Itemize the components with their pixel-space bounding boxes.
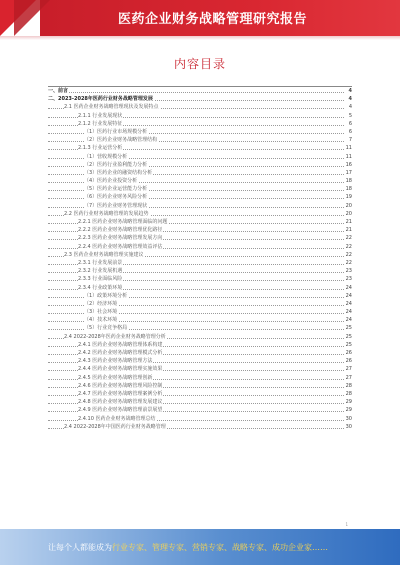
toc-entry[interactable]: [48, 349, 352, 357]
toc-entry-page: 29: [345, 407, 352, 414]
toc-entry[interactable]: [48, 95, 352, 103]
toc-entry-title: 2.4.9 医药企业财务战略管理前景展望: [78, 407, 163, 414]
toc-entry[interactable]: [48, 365, 352, 373]
toc-entry[interactable]: [48, 234, 352, 242]
toc-entry-page: 26: [345, 358, 352, 365]
toc-entry-title: 2.4 2022-2028年医药企业财务战略管理分析: [64, 333, 166, 340]
toc-entry-page: 24: [345, 309, 352, 316]
toc-entry[interactable]: [48, 300, 352, 308]
toc-entry-page: 29: [345, 399, 352, 406]
toc-leader-dots: [48, 92, 344, 93]
toc-entry-title: （3）社会环境: [84, 309, 118, 316]
toc-entry-title: （2）医药行业盈利能力分析: [84, 161, 148, 168]
toc-entry-title: （1）医药行业市场规模分析: [84, 128, 148, 135]
toc-entry-title: （4）医药企业投资分析: [84, 178, 138, 185]
toc-entry-title: （2）医药企业财务战略管理结构: [84, 137, 158, 144]
toc-entry-page: 25: [345, 341, 352, 348]
toc-entry-page: 18: [345, 186, 352, 193]
toc-entry-page: 30: [345, 415, 352, 422]
toc-entry-title: 2.4.7 医药企业财务战略管理案例分析: [78, 390, 163, 397]
toc-entry[interactable]: [48, 193, 352, 201]
toc-entry-title: 2.2 医药行业财务战略管理的发展趋势: [64, 210, 149, 217]
toc-entry-title: （3）医药企业的融资结构分析: [84, 169, 153, 176]
toc-entry-title: 二、2023-2028年医药行业财务战略管理发展: [48, 96, 153, 103]
toc-entry[interactable]: [48, 308, 352, 316]
toc-entry[interactable]: [48, 324, 352, 332]
toc-entry-title: 2.3.3 行业面临风险: [78, 276, 123, 283]
toc-entry[interactable]: [48, 398, 352, 406]
toc-entry[interactable]: [48, 161, 352, 169]
toc-entry-title: （6）医药企业财务风险分析: [84, 194, 148, 201]
toc-entry-title: 2.2.1 医药企业财务战略管理面临的问题: [78, 219, 168, 225]
toc-entry-page: 6: [348, 120, 352, 127]
toc-entry-page: 27: [345, 366, 352, 373]
toc-entry-title: （1）政策环境分析: [84, 292, 128, 299]
toc-entry-page: 23: [345, 276, 352, 283]
toc-entry[interactable]: [48, 103, 352, 111]
toc-entry[interactable]: [48, 390, 352, 398]
toc-entry-title: 2.4 2022-2028年中国医药行业财务战略管理: [64, 423, 166, 430]
toc-entry-page: 28: [345, 390, 352, 397]
toc-entry-title: 2.4.5 医药企业财务战略管理创新: [78, 374, 153, 381]
toc-entry-title: （2）经济环境: [84, 300, 118, 307]
toc-entry-title: 2.1.2 行业发展特征: [78, 120, 123, 127]
toc-entry-page: 23: [345, 268, 352, 275]
toc-heading: 内容目录: [173, 57, 226, 71]
toc-entry-page: 26: [345, 350, 352, 356]
toc-entry-page: 24: [345, 292, 352, 299]
header-shadow: [0, 36, 400, 40]
toc-entry[interactable]: [48, 423, 352, 431]
toc-entry-page: 5: [348, 112, 352, 119]
toc-entry[interactable]: [48, 284, 352, 292]
toc-entry-page: 4: [348, 104, 352, 111]
toc-entry-page: 24: [345, 317, 352, 324]
toc-entry-page: 6: [348, 128, 352, 135]
toc-entry[interactable]: [48, 202, 352, 210]
toc-entry-title: 2.4.3 医药企业财务战略管理方法: [78, 358, 153, 365]
toc-entry-page: 21: [345, 219, 352, 225]
footer-roles: 行业专家、管理专家、营销专家、战略专家、成功企业家……: [112, 543, 328, 552]
toc-entry-page: 25: [345, 333, 352, 340]
footer-lead: 让每个人都能成为: [48, 543, 112, 552]
toc-entry-title: （5）行业竞争格局: [84, 325, 128, 332]
toc-entry-title: 2.1.1 行业发展现状: [78, 112, 123, 119]
toc-entry-page: 28: [345, 382, 352, 389]
toc-entry-title: （4）技术环境: [84, 317, 118, 324]
toc-entry[interactable]: [48, 112, 352, 120]
toc-entry[interactable]: [48, 243, 352, 251]
toc-entry-page: 22: [345, 235, 352, 242]
toc-entry-page: 20: [345, 210, 352, 217]
toc-entry[interactable]: [48, 120, 352, 128]
toc-entry[interactable]: [48, 374, 352, 382]
table-of-contents: [48, 86, 352, 431]
toc-entry-page: 17: [345, 169, 352, 176]
toc-entry[interactable]: [48, 341, 352, 349]
toc-entry-page: 20: [345, 202, 352, 209]
toc-entry-title: 2.1 医药企业财务战略管理现状及发展特点: [64, 104, 159, 111]
toc-entry-title: 2.2.4 医药企业财务战略管理效益评估: [78, 243, 163, 250]
toc-entry[interactable]: [48, 251, 352, 259]
toc-entry-page: 25: [345, 325, 352, 332]
toc-entry[interactable]: [48, 128, 352, 136]
toc-entry[interactable]: [48, 153, 352, 161]
toc-entry[interactable]: [48, 144, 352, 152]
toc-entry[interactable]: [48, 382, 352, 390]
toc-entry[interactable]: [48, 357, 352, 365]
report-title: 医药企业财务战略管理研究报告: [118, 12, 308, 27]
toc-entry-page: 4: [348, 88, 352, 94]
toc-entry-page: 16: [345, 161, 352, 168]
toc-entry[interactable]: [48, 259, 352, 267]
toc-entry-title: 2.1.3 行业运营分析: [78, 145, 123, 152]
toc-entry-title: （1）营收规模分析: [84, 153, 128, 160]
toc-entry-page: 30: [345, 423, 352, 430]
toc-entry-page: 24: [345, 300, 352, 307]
toc-entry[interactable]: [48, 275, 352, 283]
toc-entry[interactable]: [48, 169, 352, 177]
toc-entry-page: 11: [345, 145, 352, 152]
toc-entry[interactable]: [48, 333, 352, 341]
toc-entry-title: 2.4.4 医药企业财务战略管理实施效果: [78, 366, 163, 373]
header-decoration-triangle-2: [14, 0, 50, 36]
toc-entry-title: 2.4.1 医药企业财务战略管理体系构建: [78, 341, 163, 348]
toc-entry[interactable]: [48, 210, 352, 218]
toc-entry-title: 2.4.2 医药企业财务战略管理模式分析: [78, 350, 163, 356]
footer-slogan: [48, 542, 328, 553]
toc-entry-page: 24: [345, 284, 352, 291]
toc-entry-title: 2.4.10 医药企业财务战略管理总结: [78, 415, 156, 422]
toc-entry-page: 21: [345, 227, 352, 234]
toc-entry-page: 19: [345, 194, 352, 201]
toc-entry-page: 7: [348, 137, 352, 144]
toc-entry-page: 27: [345, 374, 352, 381]
toc-entry-title: 2.3.4 行业政策环境: [78, 284, 123, 291]
toc-entry-title: 2.4.8 医药企业财务战略管理发展建议: [78, 399, 163, 406]
toc-entry-title: （5）医药企业运营能力分析: [84, 186, 148, 193]
toc-entry[interactable]: [48, 218, 352, 226]
toc-entry[interactable]: [48, 177, 352, 185]
toc-entry-page: 11: [345, 153, 352, 160]
toc-entry-title: 2.3.1 行业发展前景: [78, 259, 123, 266]
toc-entry[interactable]: [48, 406, 352, 414]
toc-entry[interactable]: [48, 136, 352, 144]
toc-entry-title: 2.2.2 医药企业财务战略管理优化路径: [78, 227, 163, 234]
toc-entry[interactable]: [48, 415, 352, 423]
toc-entry-page: 4: [348, 96, 352, 103]
toc-entry-page: 18: [345, 178, 352, 185]
report-footer: [0, 529, 400, 565]
toc-entry[interactable]: [48, 316, 352, 324]
toc-entry[interactable]: [48, 185, 352, 193]
toc-entry[interactable]: [48, 267, 352, 275]
toc-entry-title: 一、前言: [48, 88, 69, 94]
toc-entry[interactable]: [48, 226, 352, 234]
toc-entry-title: 2.4.6 医药企业财务战略管理风险控制: [78, 382, 163, 389]
toc-entry-title: 2.2.3 医药企业财务战略管理发展方向: [78, 235, 163, 242]
toc-entry-title: （7）医药企业财务管理现状: [84, 202, 148, 209]
toc-entry[interactable]: [48, 86, 352, 95]
toc-entry-page: 22: [345, 243, 352, 250]
page-marker: 1: [345, 522, 348, 527]
toc-entry-title: 2.3.2 行业发展机遇: [78, 268, 123, 275]
toc-entry-page: 22: [345, 251, 352, 258]
report-header: [0, 0, 400, 36]
toc-entry-title: 2.3 医药企业财务战略管理实施建议: [64, 251, 144, 258]
toc-entry[interactable]: [48, 292, 352, 300]
toc-entry-page: 22: [345, 259, 352, 266]
